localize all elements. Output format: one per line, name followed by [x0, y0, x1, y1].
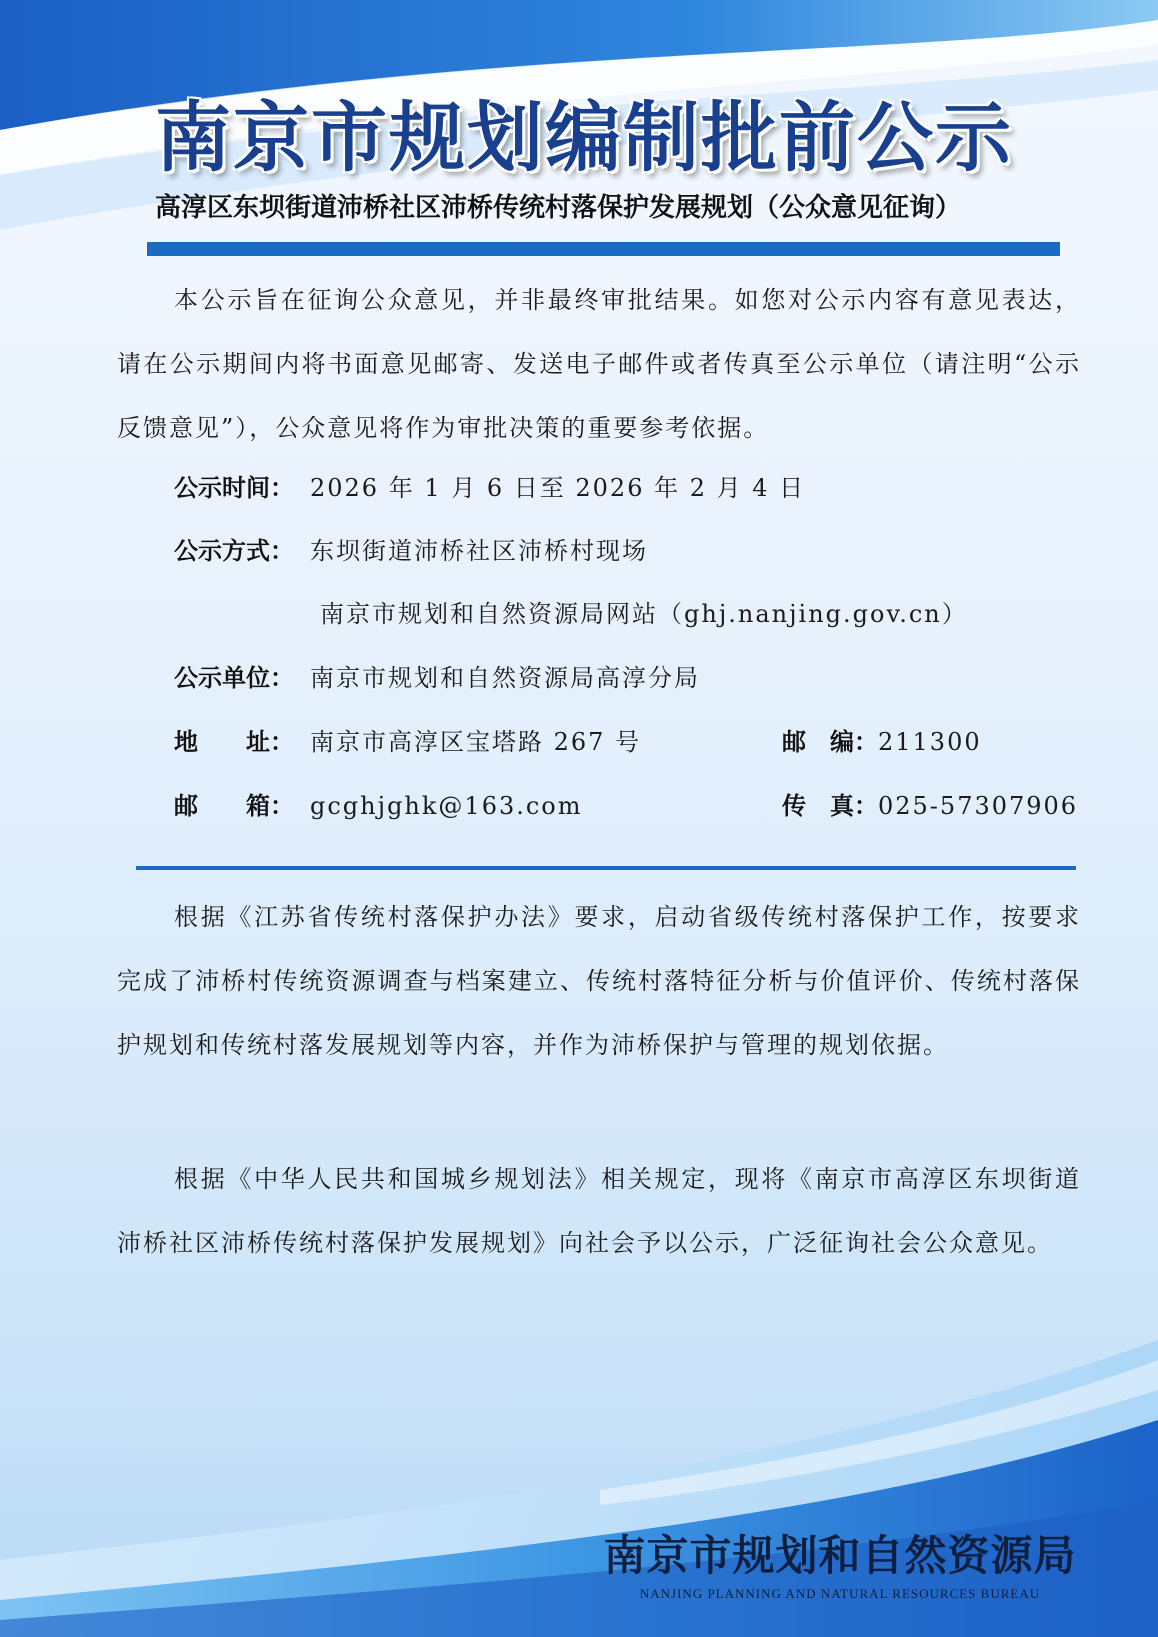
info-row-method-website — [320, 594, 968, 634]
info-row-address — [174, 722, 641, 762]
info-value-fax: 025-57307906 — [878, 792, 1079, 820]
info-label-time: 公示时间： — [174, 474, 294, 502]
info-label-email: 邮 箱： — [174, 792, 294, 820]
sub-title: 高淳区东坝街道沛桥社区沛桥传统村落保护发展规划（公众意见征询） — [155, 193, 962, 223]
info-label-method: 公示方式： — [174, 537, 294, 565]
info-label-postcode: 邮 编： — [782, 728, 878, 756]
info-label-address: 地 址： — [174, 728, 294, 756]
info-row-method — [174, 531, 648, 571]
info-row-email — [174, 786, 583, 826]
footer-org-name: 南京市规划和自然资源局 — [603, 1531, 1077, 1580]
info-label-unit: 公示单位： — [174, 664, 294, 692]
basis-paragraph-2: 根据《中华人民共和国城乡规划法》相关规定，现将《南京市高淳区东坝街道沛桥社区沛桥传统村落保护发展规划》向社会予以公示，广泛征询社会公众意见。 — [117, 1165, 1081, 1257]
footer-org-name-en: NANJING PLANNING AND NATURAL RESOURCES BUREAU — [639, 1586, 1041, 1601]
info-label-fax: 传 真： — [782, 792, 878, 820]
info-value-email: gcghjghk@163.com — [310, 792, 583, 820]
info-row-time — [174, 468, 805, 508]
main-title: 南京市规划编制批前公示 — [155, 93, 1013, 182]
info-value-method-site: 东坝街道沛桥社区沛桥村现场 — [310, 537, 648, 565]
info-row-fax — [782, 786, 1078, 826]
info-row-postcode — [782, 722, 982, 762]
info-row-unit — [174, 658, 700, 698]
info-value-method-website: 南京市规划和自然资源局网站（ghj.nanjing.gov.cn） — [320, 600, 968, 628]
info-value-address: 南京市高淳区宝塔路 267 号 — [310, 728, 642, 756]
title-underline-bar — [147, 242, 1060, 256]
section-divider — [136, 866, 1076, 870]
info-value-time: 2026 年 1 月 6 日至 2026 年 2 月 4 日 — [310, 474, 806, 502]
intro-paragraph: 本公示旨在征询公众意见，并非最终审批结果。如您对公示内容有意见表达，请在公示期间内将书面意见邮寄、发送电子邮件或者传真至公示单位（请注明“公示反馈意见”），公众意见将作为审批决策的重要参考依据。 — [117, 286, 1081, 442]
info-value-postcode: 211300 — [878, 728, 982, 756]
info-value-unit: 南京市规划和自然资源局高淳分局 — [310, 664, 700, 692]
basis-paragraph-1: 根据《江苏省传统村落保护办法》要求，启动省级传统村落保护工作，按要求完成了沛桥村传统资源调查与档案建立、传统村落特征分析与价值评价、传统村落保护规划和传统村落发展规划等内容，并作为沛桥保护与管理的规划依据。 — [117, 903, 1081, 1059]
